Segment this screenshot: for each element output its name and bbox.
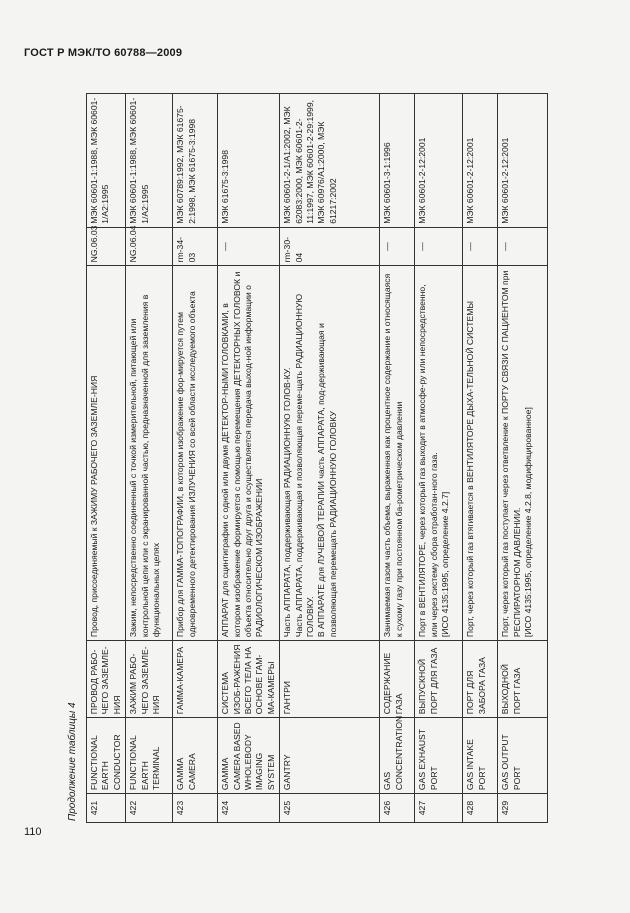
row-number-cell: 427 xyxy=(415,794,463,823)
rotated-table-area xyxy=(62,93,562,823)
definition-cell: Провод, присоединяемый к ЗАЖИМУ РАБОЧЕГО ЗАЗЕМЛЕ-НИЯ xyxy=(87,266,126,641)
english-term-cell: GAS OUTPUT PORT xyxy=(498,718,548,794)
russian-term-cell: ГАММА-КАМЕРА xyxy=(173,641,218,718)
source-standard-cell: МЭК 60601-1:1988, МЭК 60601-1/А2:1995 xyxy=(126,94,173,228)
terms-table xyxy=(86,93,548,823)
english-term-cell: FUNCTIONAL EARTH CONDUCTOR xyxy=(87,718,126,794)
table-row xyxy=(498,94,548,823)
table-row xyxy=(87,94,126,823)
definition-cell: Зажим, непосредственно соединенный с точкой измерительной, питающей или контрольной цепи или с экранированной частью, предназначенной для заземления в функциональных целях xyxy=(126,266,173,641)
russian-term-cell: ВЫПУСКНОЙ ПОРТ ДЛЯ ГАЗА xyxy=(415,641,463,718)
english-term-cell: FUNCTIONAL EARTH TERMINAL xyxy=(126,718,173,794)
definition-cell: Занимаемая газом часть объема, выраженная как процентное содержание и относящаяся к сухому газу при постоянном ба-рометрическом давлении xyxy=(380,266,415,641)
document-header: ГОСТ Р МЭК/ТО 60788—2009 xyxy=(24,47,183,59)
russian-term-cell: ГАНТРИ xyxy=(280,641,380,718)
russian-term-cell: ЗАЖИМ РАБО-ЧЕГО ЗАЗЕМЛЕ-НИЯ xyxy=(126,641,173,718)
russian-term-cell: ПРОВОД РАБО-ЧЕГО ЗАЗЕМЛЕ-НИЯ xyxy=(87,641,126,718)
row-number-cell: 421 xyxy=(87,794,126,823)
table-caption: Продолжение таблицы 4 xyxy=(67,702,78,821)
row-number-cell: 423 xyxy=(173,794,218,823)
english-term-cell: GAMMA CAMERA xyxy=(173,718,218,794)
code-ref-cell: — xyxy=(415,227,463,266)
code-ref-cell: — xyxy=(218,227,280,266)
definition-cell: АППАРАТ для сцинтиграфии с одной или двумя ДЕТЕКТОР-НЫМИ ГОЛОВКАМИ, в котором изображение формируется с помощью перемещения ДЕТЕКТОРНЫХ ГОЛОВОК и объекта относительно друг друга и осуществляется передача выход-ной информации о РАДИОЛОГИЧЕСКОМ ИЗОБРАЖЕНИИ xyxy=(218,266,280,641)
english-term-cell: GAS CONCENTRATION xyxy=(380,718,415,794)
row-number-cell: 425 xyxy=(280,794,380,823)
definition-cell: Часть АППАРАТА, поддерживающая РАДИАЦИОННУЮ ГОЛОВ-КУ. Часть АППАРАТА, поддерживающая и позволяющая переме-щать РАДИАЦИОННУЮ ГОЛОВКУ. В АППАРАТЕ для ЛУЧЕВОЙ ТЕРАПИИ часть АППАРАТА, под-держивающая и позволяющая перемещать РАДИАЦИОННУЮ ГОЛОВКУ xyxy=(280,266,380,641)
code-ref-cell: — xyxy=(498,227,548,266)
table-row xyxy=(415,94,463,823)
row-number-cell: 426 xyxy=(380,794,415,823)
definition-cell: Прибор для ГАММА-ТОПОГРАФИИ, в котором изображение фор-мируется путем одновременного детектирования ИЗЛУЧЕНИЯ со всей области исследуемого объекта xyxy=(173,266,218,641)
russian-term-cell: ПОРТ ДЛЯ ЗАБОРА ГАЗА xyxy=(463,641,498,718)
source-standard-cell: МЭК 60601-2-12:2001 xyxy=(498,94,548,228)
row-number-cell: 428 xyxy=(463,794,498,823)
source-standard-cell: МЭК 60601-2-12:2001 xyxy=(463,94,498,228)
russian-term-cell: ВЫХОДНОЙ ПОРТ ГАЗА xyxy=(498,641,548,718)
row-number-cell: 429 xyxy=(498,794,548,823)
code-ref-cell: rm-34-03 xyxy=(173,227,218,266)
source-standard-cell: МЭК 60601-1:1988, МЭК 60601-1/А2:1995 xyxy=(87,94,126,228)
english-term-cell: GANTRY xyxy=(280,718,380,794)
table-row xyxy=(280,94,380,823)
definition-cell: Порт, через который газ поступает через ответвление к ПОРТУ СВЯЗИ С ПАЦИЕНТОМ при РЕСПИРАТОРНОМ ДАВЛЕНИИ. [ИСО 4135:1995, определение 4.2.8, модифицированное] xyxy=(498,266,548,641)
code-ref-cell: NG.06.03 xyxy=(87,227,126,266)
source-standard-cell: МЭК 60601-2-12:2001 xyxy=(415,94,463,228)
definition-cell: Порт в ВЕНТИЛЯТОРЕ, через который газ выходит в атмосфе-ру или непосредственно, или через систему сбора отработан-ного газа. [ИСО 4135:1995, определение 4.2.7] xyxy=(415,266,463,641)
code-ref-cell: NG.06.04 xyxy=(126,227,173,266)
english-term-cell: GAS INTAKE PORT xyxy=(463,718,498,794)
definition-cell: Порт, через который газ втягивается в ВЕНТИЛЯТОРЕ ДЫХА-ТЕЛЬНОЙ СИСТЕМЫ xyxy=(463,266,498,641)
code-ref-cell: — xyxy=(380,227,415,266)
english-term-cell: GAMMA CAMERA BASED WHOLEBODY IMAGING SYSTEM xyxy=(218,718,280,794)
code-ref-cell: — xyxy=(463,227,498,266)
page-number: 110 xyxy=(24,826,42,838)
source-standard-cell: МЭК 60601-3-1:1996 xyxy=(380,94,415,228)
russian-term-cell: СОДЕРЖАНИЕ ГАЗА xyxy=(380,641,415,718)
table-row xyxy=(173,94,218,823)
table-row xyxy=(463,94,498,823)
source-standard-cell: МЭК 60601-2-1/А1:2002, МЭК 62083:2000, МЭК 60601-2-11:1997, МЭК 60601-2-29:1999, МЭК 60976/А1:2000, МЭК 61217:2002 xyxy=(280,94,380,228)
russian-term-cell: СИСТЕМА ИЗОБ-РАЖЕНИЯ ВСЕГО ТЕЛА НА ОСНОВЕ ГАМ-МА-КАМЕРЫ xyxy=(218,641,280,718)
table-row xyxy=(380,94,415,823)
row-number-cell: 424 xyxy=(218,794,280,823)
table-row xyxy=(218,94,280,823)
row-number-cell: 422 xyxy=(126,794,173,823)
english-term-cell: GAS EXHAUST PORT xyxy=(415,718,463,794)
source-standard-cell: МЭК 61675-3:1998 xyxy=(218,94,280,228)
code-ref-cell: rm-30-04 xyxy=(280,227,380,266)
source-standard-cell: МЭК 60789:1992, МЭК 61675-2:1998, МЭК 61675-3:1998 xyxy=(173,94,218,228)
table-row xyxy=(126,94,173,823)
